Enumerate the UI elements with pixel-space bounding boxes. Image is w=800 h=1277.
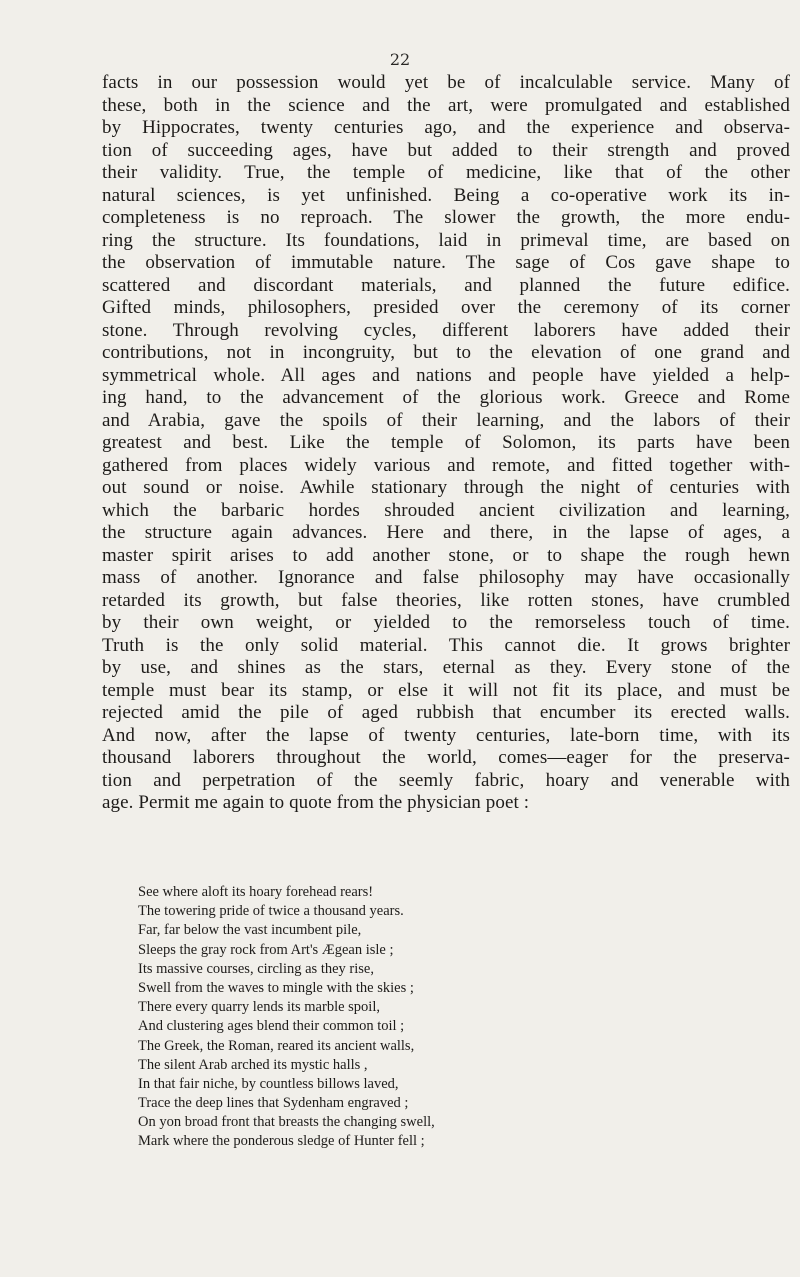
body-line: by their own weight, or yielded to the remorseless touch of time. <box>102 612 790 633</box>
poem-line: See where aloft its hoary forehead rears! <box>138 884 374 900</box>
body-line: by Hippocrates, twenty centuries ago, and the experience and observa- <box>102 117 790 138</box>
body-line: tion and perpetration of the seemly fabric, hoary and venerable with <box>102 769 790 791</box>
body-line: symmetrical whole. All ages and nations and people have yielded a help- <box>102 364 790 386</box>
body-line: And now, after the lapse of twenty centuries, late-born time, with its <box>102 724 790 746</box>
body-line: stone. Through revolving cycles, different laborers have added their <box>102 319 790 341</box>
poem-line: Far, far below the vast incumbent pile, <box>138 922 362 939</box>
body-line: facts in our possession would yet be of incalculable service. Many of <box>102 72 790 93</box>
body-line: by use, and shines as the stars, eternal as they. Every stone of the <box>102 657 790 678</box>
body-line: scattered and discordant materials, and planned the future edifice. <box>102 274 790 296</box>
body-line: their validity. True, the temple of medicine, like that of the other <box>102 162 790 183</box>
body-line: Truth is the only solid material. This cannot die. It grows brighter <box>102 634 790 656</box>
body-line: natural sciences, is yet unfinished. Being a co-operative work its in- <box>102 184 790 206</box>
body-line: the observation of immutable nature. The sage of Cos gave shape to <box>102 252 790 273</box>
poem-line: Sleeps the gray rock from Art's Ægean isle ; <box>138 941 394 958</box>
body-line: greatest and best. Like the temple of Solomon, its parts have been <box>102 432 790 453</box>
body-line: ring the structure. Its foundations, laid in primeval time, are based on <box>102 229 790 251</box>
body-paragraph <box>102 72 790 815</box>
body-line: gathered from places widely various and remote, and fitted together with- <box>102 454 790 476</box>
body-line: out sound or noise. Awhile stationary through the night of centuries with <box>102 477 790 498</box>
body-line: mass of another. Ignorance and false philosophy may have occasionally <box>102 567 790 588</box>
poem-line: Swell from the waves to mingle with the skies ; <box>138 979 414 996</box>
poem-line: In that fair niche, by countless billows laved, <box>138 1075 399 1092</box>
body-line: ing hand, to the advancement of the glorious work. Greece and Rome <box>102 387 790 408</box>
body-line: temple must bear its stamp, or else it will not fit its place, and must be <box>102 679 790 701</box>
body-line: these, both in the science and the art, were promulgated and established <box>102 94 790 116</box>
body-line: which the barbaric hordes shrouded ancient civilization and learning, <box>102 499 790 521</box>
body-line: Gifted minds, philosophers, presided over the ceremony of its corner <box>102 297 790 318</box>
poem-line: Mark where the ponderous sledge of Hunter fell ; <box>138 1133 425 1150</box>
poem-quotation <box>138 883 718 1152</box>
body-line: age. Permit me again to quote from the physician poet : <box>102 792 530 813</box>
poem-line: The towering pride of twice a thousand years. <box>138 903 404 920</box>
body-line: completeness is no reproach. The slower the growth, the more endu- <box>102 207 790 228</box>
poem-line: Its massive courses, circling as they rise, <box>138 960 374 977</box>
poem-line: The silent Arab arched its mystic halls , <box>138 1056 368 1073</box>
poem-line: The Greek, the Roman, reared its ancient walls, <box>138 1037 415 1054</box>
poem-line: On yon broad front that breasts the changing swell, <box>138 1114 435 1131</box>
poem-line: There every quarry lends its marble spoil, <box>138 999 380 1016</box>
body-line: the structure again advances. Here and there, in the lapse of ages, a <box>102 522 790 543</box>
poem-line: Trace the deep lines that Sydenham engraved ; <box>138 1095 409 1112</box>
body-line: rejected amid the pile of aged rubbish that encumber its erected walls. <box>102 702 790 723</box>
page-number: 22 <box>389 50 411 69</box>
poem-line: And clustering ages blend their common toil ; <box>138 1018 405 1035</box>
body-line: master spirit arises to add another stone, or to shape the rough hewn <box>102 544 790 566</box>
body-line: thousand laborers throughout the world, comes—eager for the preserva- <box>102 747 790 768</box>
body-line: retarded its growth, but false theories, like rotten stones, have crumbled <box>102 589 790 611</box>
body-line: tion of succeeding ages, have but added to their strength and proved <box>102 139 790 161</box>
body-line: and Arabia, gave the spoils of their learning, and the labors of their <box>102 409 790 431</box>
body-line: contributions, not in incongruity, but to the elevation of one grand and <box>102 342 790 363</box>
